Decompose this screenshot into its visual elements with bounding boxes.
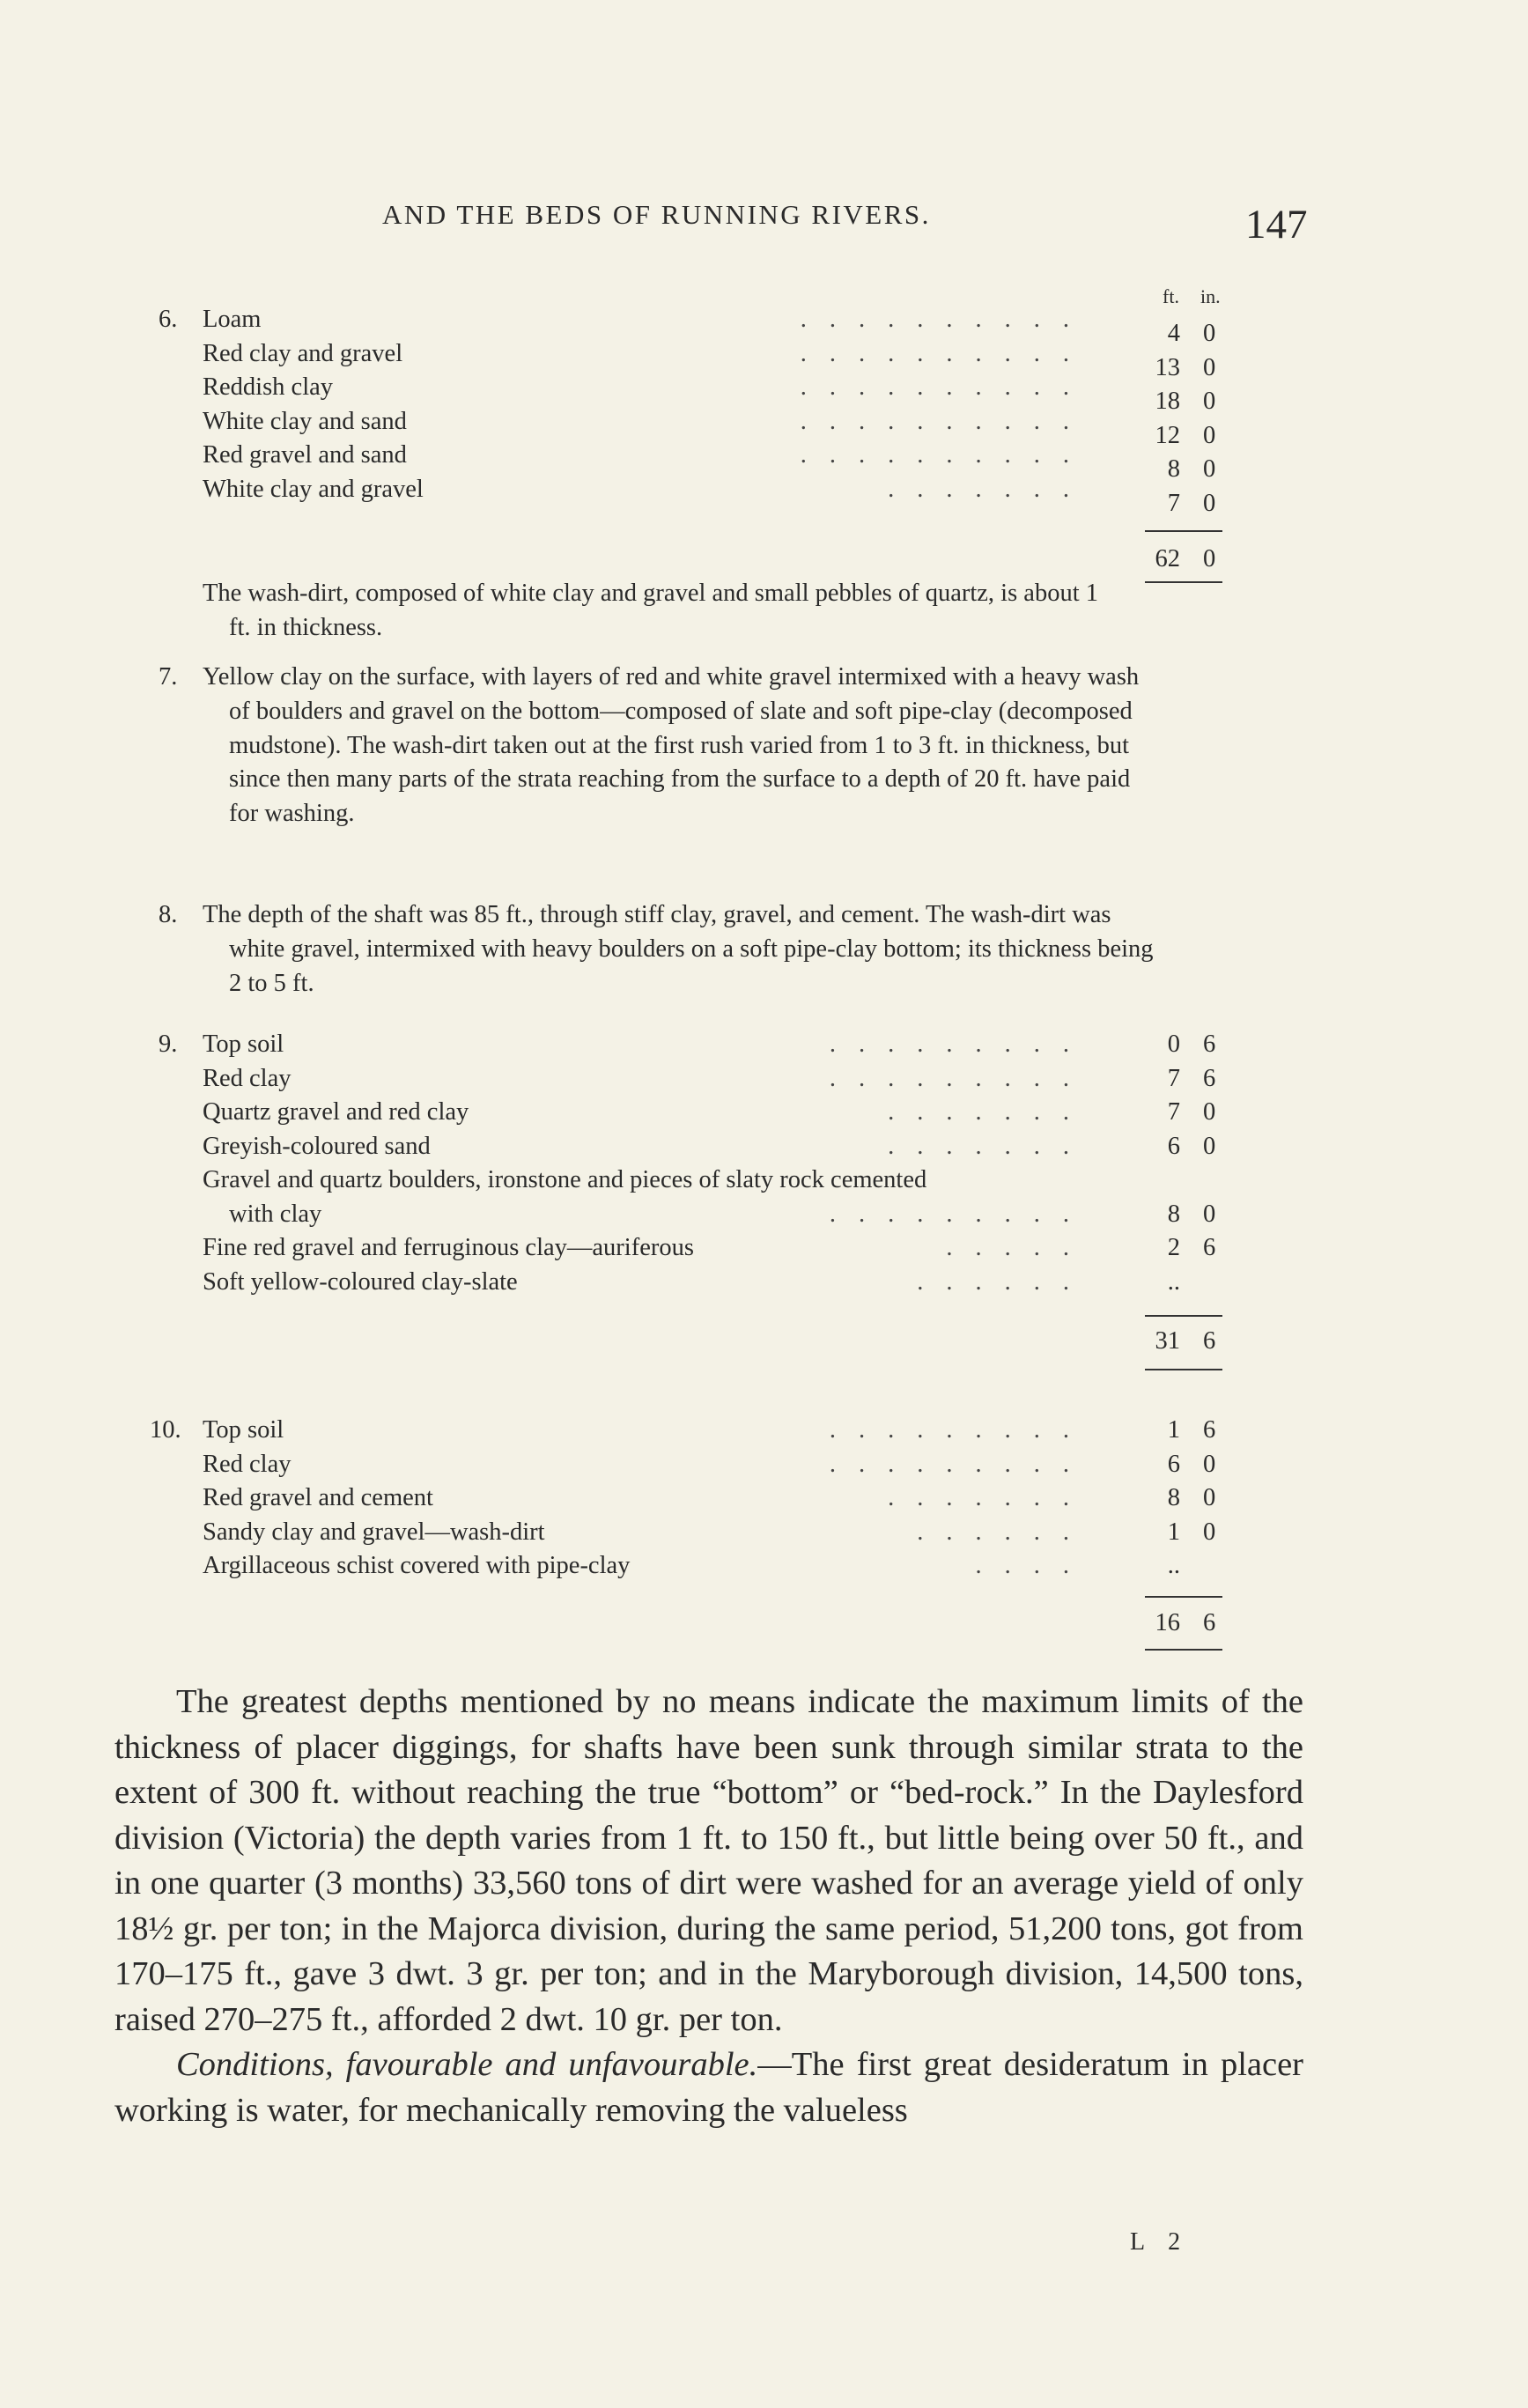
stratum-label: White clay and gravel (203, 475, 424, 503)
stratum-label: Loam (203, 306, 262, 333)
stratum-label: White clay and sand (203, 407, 407, 435)
stratum-label: with clay (229, 1200, 322, 1228)
value-in: 0 (1203, 1484, 1216, 1511)
section-10-table: 10. Top soil ......... Red clay ......... Red gravel and cement ....... Sandy clay and gravel—wash-dirt ...... Argillaceous schist covered with pipe-clay .... (159, 1414, 1092, 1584)
total-ft: 31 (1155, 1327, 1180, 1355)
value-ft: .. (1167, 1267, 1180, 1296)
stratum-label: Soft yellow-coloured clay-slate (203, 1267, 518, 1296)
value-ft: 4 (1167, 320, 1180, 347)
value-ft: 1 (1167, 1518, 1180, 1546)
stratum-label: Argillaceous schist covered with pipe-clay (203, 1552, 631, 1579)
value-in: 0 (1203, 388, 1216, 415)
value-ft: .. (1167, 1552, 1180, 1579)
unit-in-label: in. (1200, 285, 1221, 307)
body-paragraph-2 (114, 2042, 1303, 2133)
section-number: 6. (159, 306, 178, 333)
value-ft: 8 (1167, 455, 1180, 483)
section-6-values (1127, 317, 1233, 521)
sum-rule (1145, 530, 1222, 532)
value-ft: 6 (1167, 1450, 1180, 1478)
sum-rule (1145, 1596, 1222, 1598)
section-9-total (1127, 1325, 1233, 1359)
section-6-total (1127, 543, 1233, 577)
section-10-total (1127, 1607, 1233, 1641)
stratum-label: Fine red gravel and ferruginous clay—auriferous (203, 1234, 694, 1261)
running-header: AND THE BEDS OF RUNNING RIVERS. (382, 199, 931, 230)
value-ft: 7 (1167, 1098, 1180, 1126)
value-ft: 12 (1155, 421, 1180, 449)
page-number: 147 (1245, 202, 1308, 247)
total-ft: 16 (1155, 1609, 1180, 1636)
section-6-table: 6. Loam .......... Red clay and gravel .......... Reddish clay .......... White clay and sand .......... Red gravel and sand .......... White clay and gravel ....... (159, 303, 1092, 506)
value-ft: 18 (1155, 388, 1180, 415)
value-in: 0 (1203, 489, 1216, 517)
section-number: 7. (159, 663, 178, 691)
paragraph-text: —The first great desideratum in placer working is water, for mechanically removing the valueless (114, 2046, 1304, 2129)
value-ft: 7 (1167, 1064, 1180, 1092)
value-in: 0 (1203, 1098, 1216, 1126)
value-in: 0 (1203, 1200, 1216, 1228)
stratum-label: Red gravel and sand (203, 441, 407, 469)
stratum-label: Reddish clay (203, 373, 334, 401)
value-ft: 7 (1167, 489, 1180, 517)
signature-mark: L 2 (1130, 2228, 1190, 2256)
value-in: 0 (1203, 353, 1216, 381)
value-in: 6 (1203, 1416, 1216, 1444)
body-paragraph: The greatest depths mentioned by no means indicate the maximum limits of the thickness of placer diggings, for shafts have been sunk through similar strata to the extent of 300 ft. without reaching the true “bottom” or “bed-rock.” In the Daylesford division (Victoria) the depth varies from 1 ft. to 150 ft., but little being over 50 ft., and in one quarter (3 months) 33,560 tons of dirt were washed for an average yield of only 18½ gr. per ton; in the Majorca division, during the same period, 51,200 tons, got from 170–175 ft., gave 3 dwt. 3 gr. per ton; and in the Maryborough division, 14,500 tons, raised 270–275 ft., afforded 2 dwt. 10 gr. per ton. (114, 1683, 1303, 2038)
section-number: 10. (150, 1416, 181, 1444)
value-in: 0 (1203, 320, 1216, 347)
sum-rule (1145, 1649, 1222, 1651)
value-in: 0 (1203, 1450, 1216, 1478)
section-number: 8. (159, 901, 178, 928)
body-text (114, 1680, 1303, 2133)
stratum-label: Sandy clay and gravel—wash-dirt (203, 1518, 545, 1546)
stratum-label: Quartz gravel and red clay (203, 1098, 469, 1126)
section-7-body: Yellow clay on the surface, with layers of red and white gravel intermixed with a heavy wash of boulders and gravel on the bottom—composed of slate and soft pipe-clay (decomposed mudstone). The wash-dirt taken out at the first rush varied from 1 to 3 ft. in thickness, but since then many parts of the strata reaching from the surface to a depth of 20 ft. have paid for washing. (203, 663, 1140, 828)
stratum-label: Top soil (203, 1030, 284, 1058)
value-in: 0 (1203, 1132, 1216, 1160)
sum-rule (1145, 1315, 1222, 1317)
value-in: 6 (1203, 1064, 1216, 1092)
value-ft: 13 (1155, 353, 1180, 381)
value-in: 6 (1203, 1030, 1216, 1058)
section-9-table: 9. Top soil ......... Red clay ......... Quartz gravel and red clay ....... Greyish-coloured sand ....... Gravel and quartz boulders, ironstone and pieces of slaty rock cemented with clay ......... Fine red gravel and ferruginous clay—auriferous ..... Soft yellow-coloured clay-slate ...... (159, 1028, 1092, 1299)
section-9-values (1127, 1028, 1233, 1299)
total-in: 0 (1203, 545, 1216, 572)
value-in: 0 (1203, 455, 1216, 483)
section-6-note: The wash-dirt, composed of white clay and gravel and small pebbles of quartz, is about 1 ft. in thickness. (203, 580, 1098, 641)
unit-ft-label: ft. (1163, 285, 1179, 307)
stratum-label: Red clay (203, 1064, 292, 1092)
stratum-label: Gravel and quartz boulders, ironstone and pieces of slaty rock cemented (203, 1166, 927, 1193)
section-7-text (159, 661, 1163, 831)
value-ft: 1 (1167, 1416, 1180, 1444)
sum-rule (1145, 581, 1222, 583)
paragraph-title: Conditions, favourable and unfavourable. (176, 2046, 758, 2083)
value-ft: 2 (1167, 1234, 1180, 1261)
total-in: 6 (1203, 1327, 1216, 1355)
stratum-label: Red clay and gravel (203, 339, 403, 367)
value-ft: 6 (1167, 1132, 1180, 1160)
section-10-values (1127, 1414, 1233, 1584)
value-ft: 0 (1167, 1030, 1180, 1058)
value-in: 6 (1203, 1234, 1216, 1261)
section-8-text (159, 898, 1163, 1001)
sum-rule (1145, 1369, 1222, 1370)
section-number: 9. (159, 1030, 178, 1058)
stratum-label: Greyish-coloured sand (203, 1132, 431, 1160)
section-8-body: The depth of the shaft was 85 ft., through stiff clay, gravel, and cement. The wash-dirt was white gravel, intermixed with heavy boulders on a soft pipe-clay bottom; its thickness being 2 to 5 ft. (203, 901, 1154, 997)
value-in: 0 (1203, 1518, 1216, 1546)
stratum-label: Red gravel and cement (203, 1484, 433, 1511)
value-ft: 8 (1167, 1484, 1180, 1511)
total-in: 6 (1203, 1609, 1216, 1636)
value-ft: 8 (1167, 1200, 1180, 1228)
total-ft: 62 (1155, 545, 1180, 572)
value-in: 0 (1203, 421, 1216, 449)
stratum-label: Top soil (203, 1416, 284, 1444)
stratum-label: Red clay (203, 1450, 292, 1478)
